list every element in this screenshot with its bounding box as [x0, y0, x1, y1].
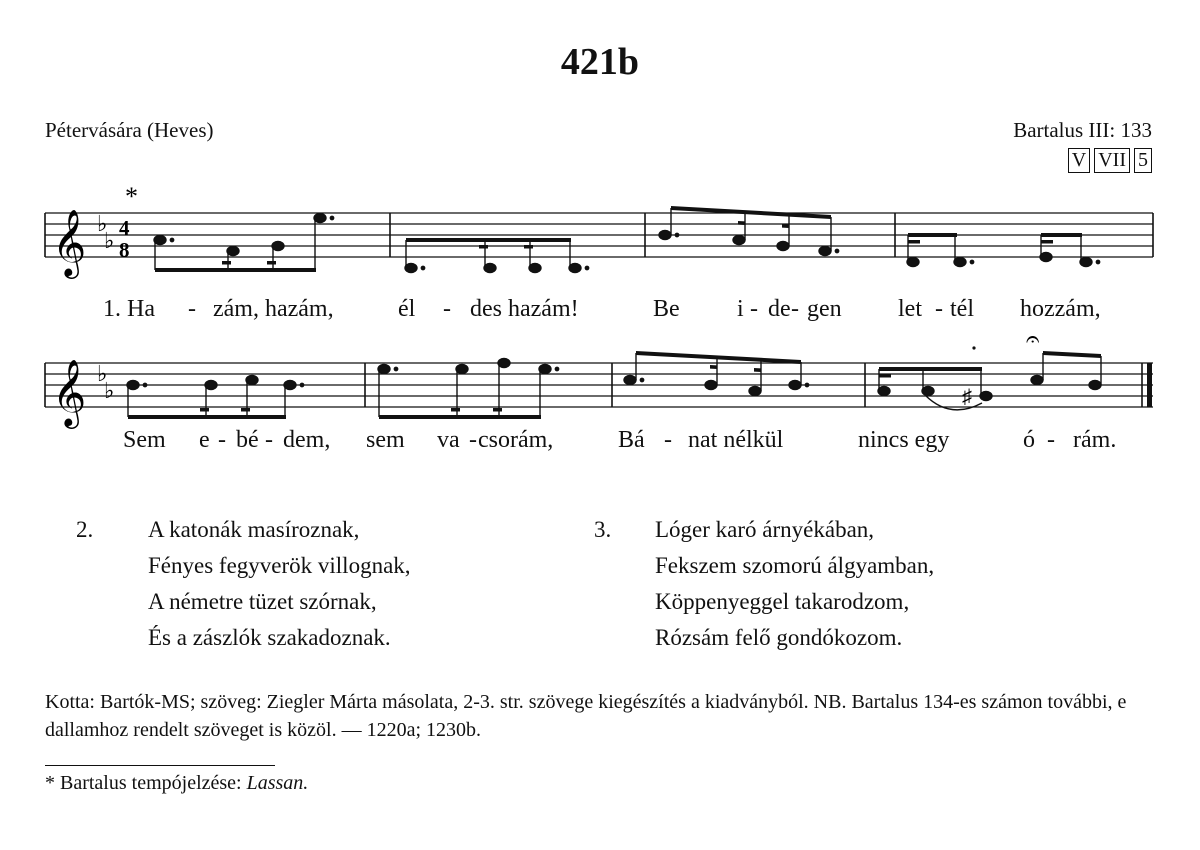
lyric-syllable: Bá: [618, 427, 645, 453]
lyric-syllable: sem: [366, 427, 405, 453]
lyric-hyphen: -: [443, 296, 451, 322]
verse-line: A németre tüzet szórnak,: [148, 589, 377, 614]
lyric-syllable: va: [437, 427, 460, 453]
lyric-hyphen: -: [791, 296, 799, 322]
lyric-syllable: hozzám,: [1020, 296, 1101, 322]
lyric-syllable: bé: [236, 427, 259, 453]
lyric-syllable: i: [737, 296, 744, 322]
flat-sign: ♭: [104, 228, 115, 253]
lyric-syllable: rám.: [1073, 427, 1117, 453]
lyric-hyphen: -: [935, 296, 943, 322]
lyric-syllable: ó: [1023, 427, 1035, 453]
lyric-syllable: csorám,: [478, 427, 554, 453]
final-barline: [1147, 363, 1152, 407]
flat-sign: ♭: [104, 378, 115, 403]
verse-line: Fekszem szomorú álgyamban,: [655, 553, 935, 578]
time-signature-bottom: 8: [119, 238, 130, 262]
footnote-text: * Bartalus tempójelzése:: [45, 772, 242, 794]
lyric-hyphen: -: [1047, 427, 1055, 453]
place-of-collection: Pétervására (Heves): [45, 118, 214, 142]
sharp-sign: ♯: [962, 386, 972, 408]
classification-boxes: [1068, 148, 1152, 173]
staff-line-1: [0, 180, 1200, 300]
verse-line: És a zászlók szakadoznak.: [148, 625, 391, 650]
lyric-syllable: 1. Ha: [103, 296, 155, 322]
treble-clef-icon: 𝄞: [52, 360, 87, 425]
lyric-syllable: let: [898, 296, 922, 322]
verse-number: 2.: [76, 517, 94, 542]
lyric-hyphen: -: [664, 427, 672, 453]
lyric-syllable: dem,: [283, 427, 331, 453]
notes-measure-4: [907, 233, 1100, 267]
verse-line: Rózsám felő gondókozom.: [655, 625, 903, 650]
lyric-hyphen: -: [750, 296, 758, 322]
notes-measure-6: [378, 359, 559, 420]
flat-sign: ♭: [97, 361, 108, 386]
notes-measure-1: [154, 214, 334, 273]
lyric-hyphen: -: [469, 427, 477, 453]
notes-measure-2: [405, 238, 589, 273]
lyric-hyphen: -: [188, 296, 196, 322]
class-box: 5: [1134, 148, 1152, 173]
verse-line: Köppenyeggel takarodzom,: [655, 589, 910, 614]
lyric-syllable: e: [199, 427, 210, 453]
footnote-divider: [45, 765, 275, 766]
lyric-syllable: nincs egy: [858, 427, 950, 453]
verse-line: Lóger karó árnyékában,: [655, 517, 875, 542]
lyric-syllable: de: [768, 296, 791, 322]
lyric-syllable: tél: [950, 296, 974, 322]
lyric-syllable: él: [398, 296, 416, 322]
time-signature-top: 4: [119, 216, 130, 240]
class-box: V: [1068, 148, 1090, 173]
tempo-asterisk: *: [125, 182, 138, 211]
footnote-tempo: Lassan.: [246, 772, 309, 794]
verse-line: A katonák masíroznak,: [148, 517, 360, 542]
footnote: [45, 772, 308, 795]
verse-line: Fényes fegyverök villognak,: [148, 553, 411, 578]
notes-measure-5: [127, 376, 304, 420]
lyric-syllable: gen: [807, 296, 842, 322]
source-reference: Bartalus III: 133: [1013, 118, 1152, 142]
lyric-syllable: nat nélkül: [688, 427, 784, 453]
notes-measure-7: [624, 351, 809, 396]
lyric-hyphen: -: [265, 427, 273, 453]
editorial-notes: Kotta: Bartók-MS; szöveg: Ziegler Márta másolata, 2-3. str. szövege kiegészítés a kiadványból. NB. Bartalus 134-es számon további, e dallamhoz rendelt szöveget is közöl. — 1220a; 1230b.: [45, 691, 1127, 741]
page-title: 421b: [560, 41, 640, 83]
lyric-syllable: zám, hazám,: [213, 296, 334, 322]
treble-clef-icon: 𝄞: [52, 210, 87, 275]
lyric-hyphen: -: [218, 427, 226, 453]
lyric-syllable: Be: [653, 296, 680, 322]
class-box: VII: [1094, 148, 1130, 173]
verse-number: 3.: [594, 517, 612, 542]
staff-line-2: [0, 325, 1200, 435]
fermata-icon: 𝄐: [1026, 327, 1040, 353]
lyric-syllable: des hazám!: [470, 296, 579, 322]
lyric-syllable: Sem: [123, 427, 166, 453]
flat-sign: ♭: [97, 211, 108, 236]
